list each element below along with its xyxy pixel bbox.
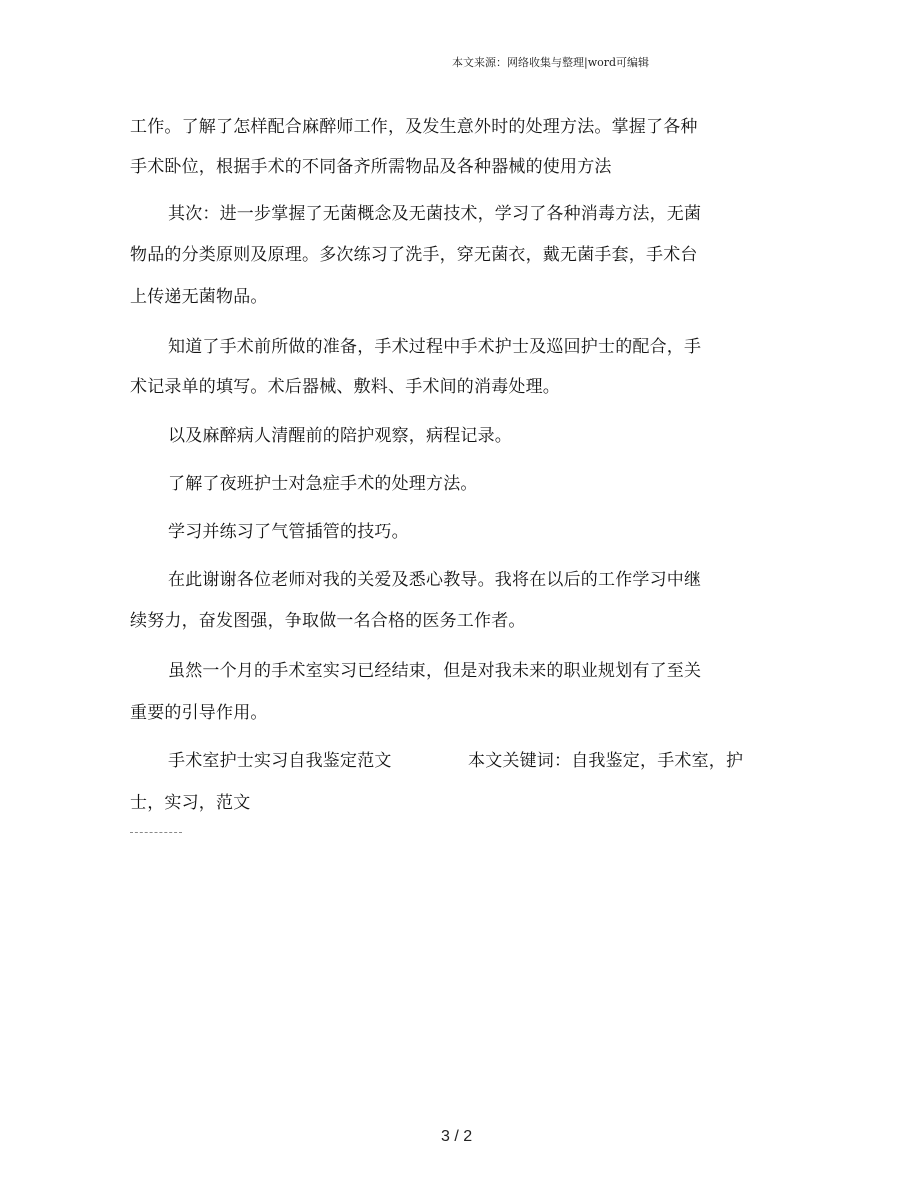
body-line: 重要的引导作用。 — [130, 703, 268, 723]
page-number: 3 / 2 — [441, 1128, 473, 1145]
source-note: 本文来源：网络收集与整理|word可编辑 — [452, 56, 650, 69]
footnote-divider — [130, 832, 182, 833]
body-line: 虽然一个月的手术室实习已经结束，但是对我未来的职业规划有了至关 — [168, 661, 702, 681]
document-title-line: 手术室护士实习自我鉴定范文 — [168, 751, 392, 771]
keywords-continuation: 士，实习，范文 — [130, 793, 251, 813]
body-line: 了解了夜班护士对急症手术的处理方法。 — [168, 474, 478, 494]
body-line: 学习并练习了气管插管的技巧。 — [168, 522, 409, 542]
body-line: 工作。了解了怎样配合麻醉师工作，及发生意外时的处理方法。掌握了各种 — [130, 117, 698, 137]
body-line: 在此谢谢各位老师对我的关爱及悉心教导。我将在以后的工作学习中继 — [168, 570, 702, 590]
body-line: 上传递无菌物品。 — [130, 287, 268, 307]
body-line: 以及麻醉病人清醒前的陪护观察，病程记录。 — [168, 426, 512, 446]
body-line: 手术卧位，根据手术的不同备齐所需物品及各种器械的使用方法 — [130, 157, 612, 177]
body-line: 续努力，奋发图强，争取做一名合格的医务工作者。 — [130, 611, 526, 631]
body-line: 物品的分类原则及原理。多次练习了洗手，穿无菌衣，戴无菌手套，手术台 — [130, 245, 698, 265]
keywords-line: 本文关键词：自我鉴定，手术室，护 — [468, 751, 744, 771]
body-line: 其次：进一步掌握了无菌概念及无菌技术，学习了各种消毒方法，无菌 — [168, 204, 702, 224]
body-line: 术记录单的填写。术后器械、敷料、手术间的消毒处理。 — [130, 377, 560, 397]
body-line: 知道了手术前所做的准备，手术过程中手术护士及巡回护士的配合，手 — [168, 337, 702, 357]
